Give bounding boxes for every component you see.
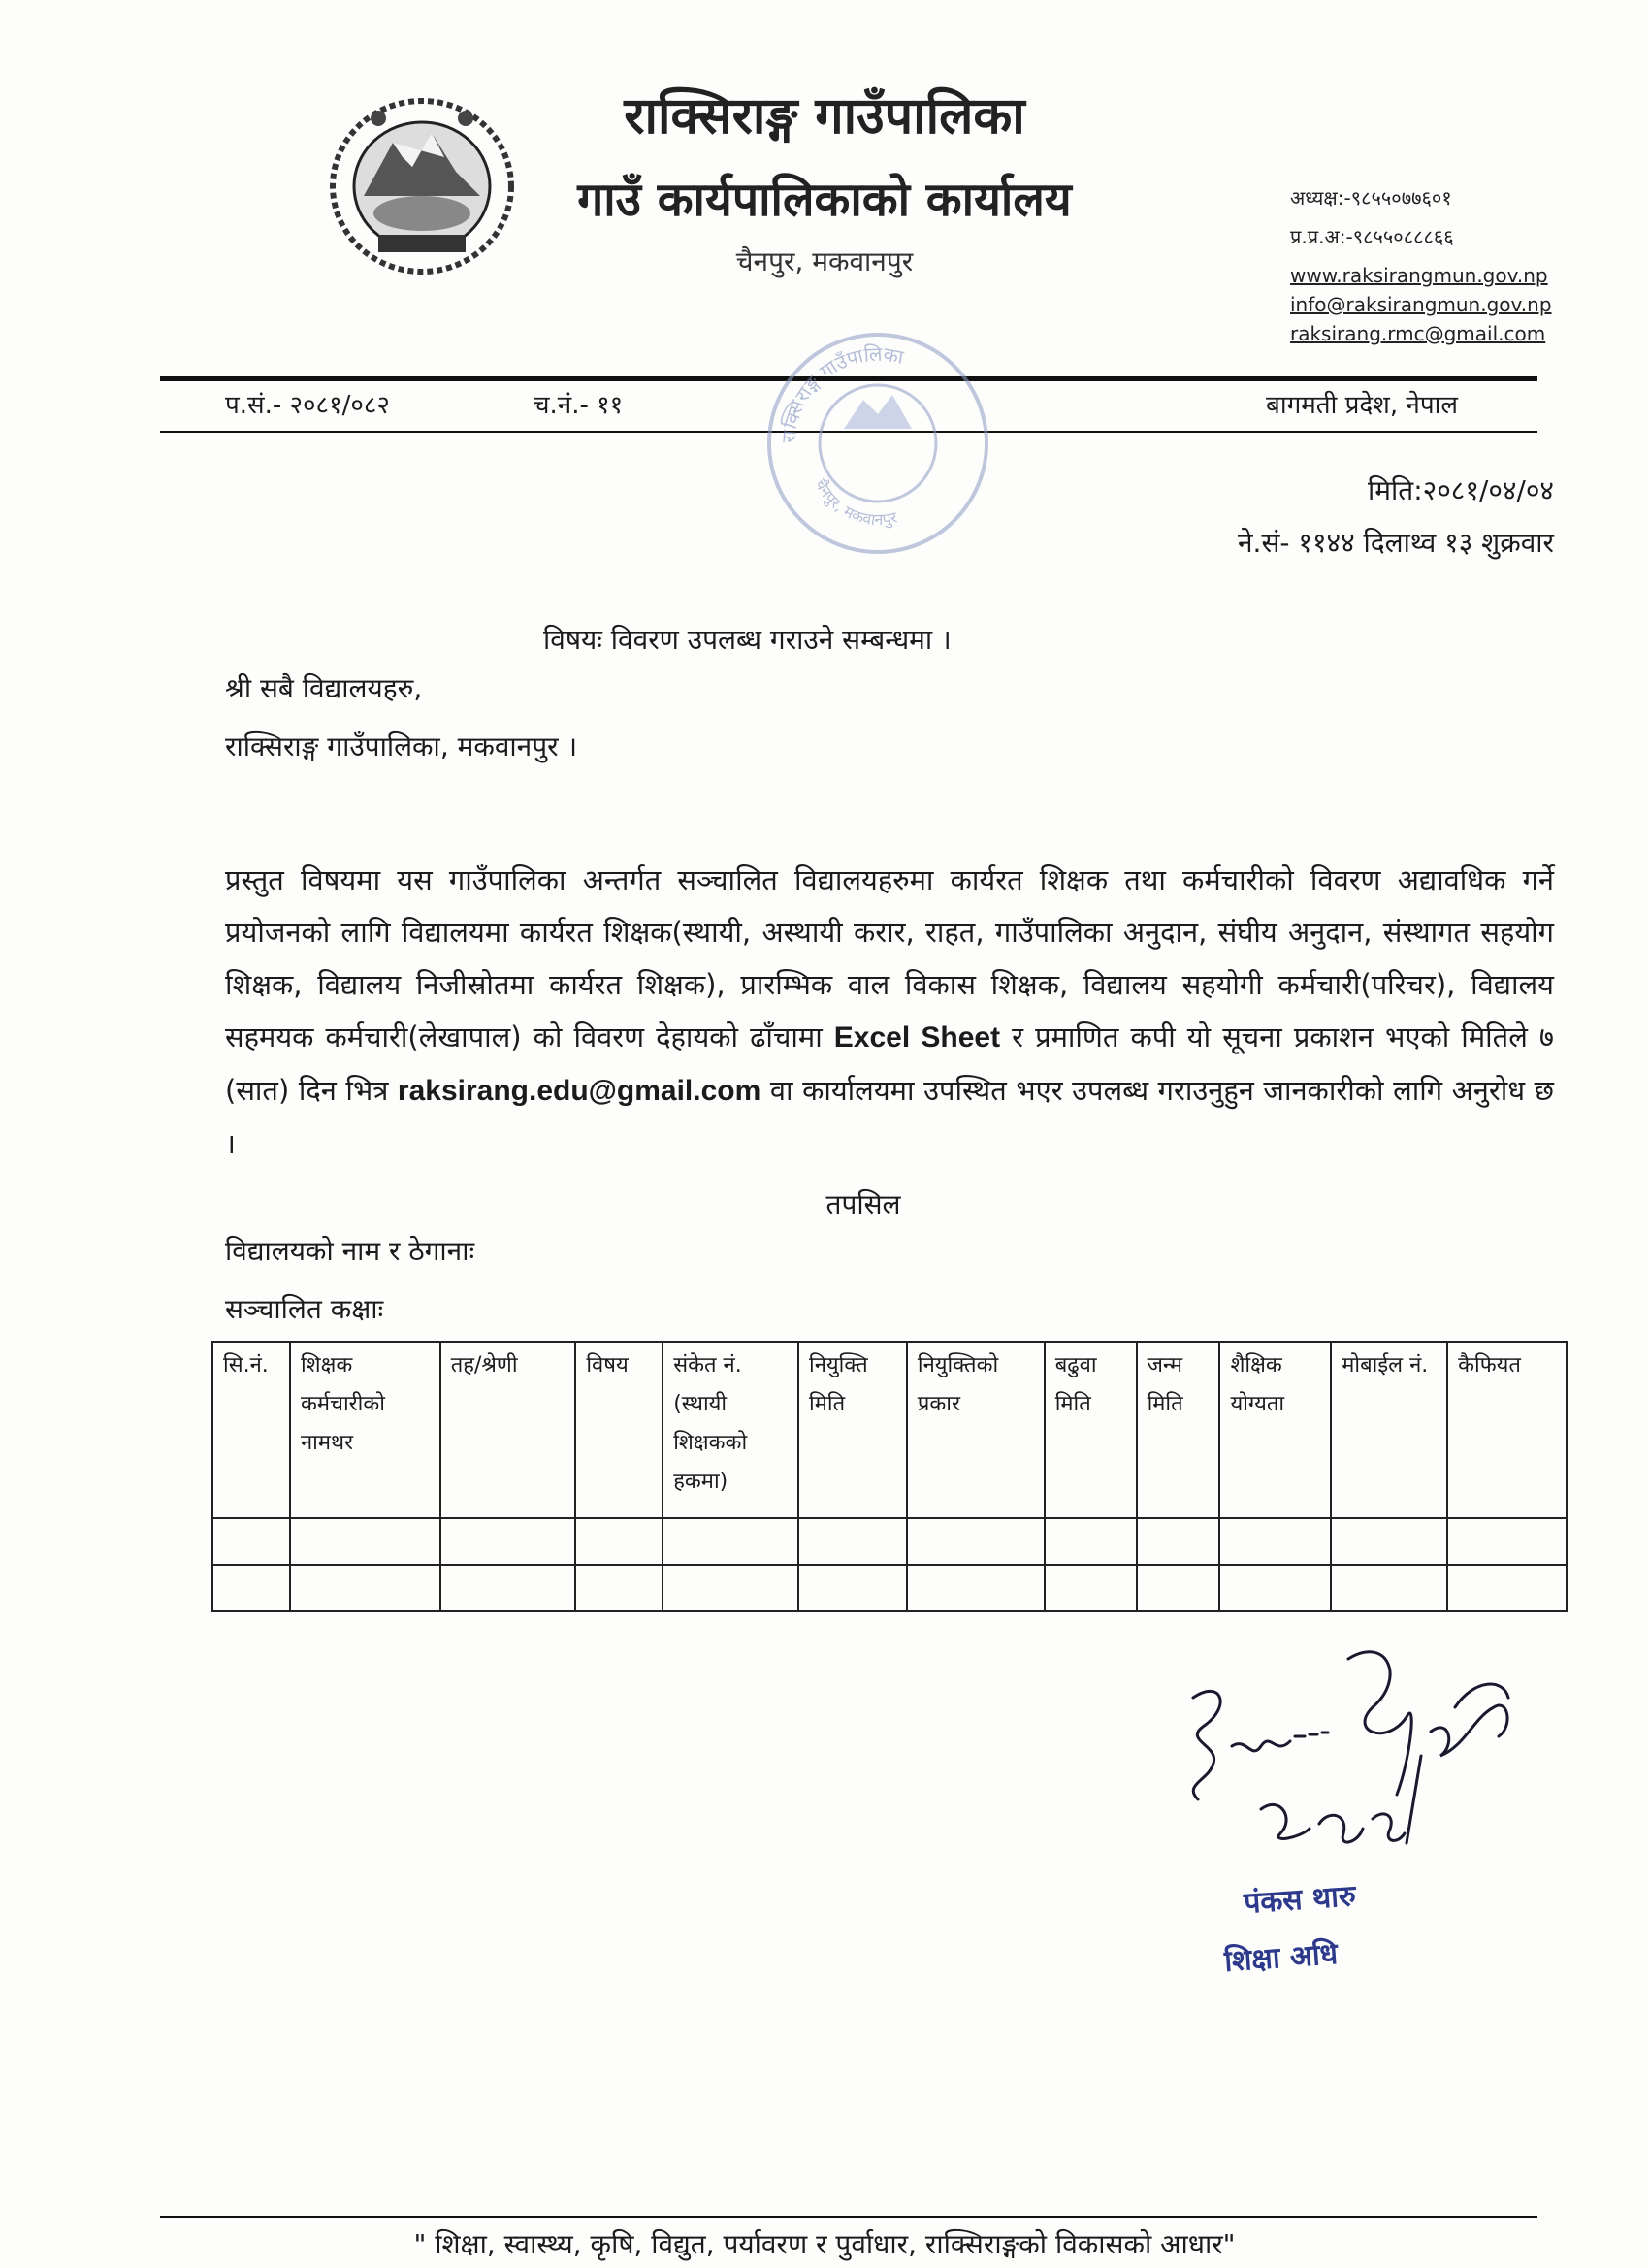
addressee-line-1: श्री सबै विद्यालयहरु, (225, 672, 423, 704)
header-cell: जन्म मिति (1137, 1342, 1220, 1518)
municipality-title: राक्सिराङ्ग गाउँपालिका (624, 87, 1025, 146)
letter-body (225, 854, 1554, 1170)
header-cell: बढुवा मिति (1045, 1342, 1137, 1518)
table-row (212, 1518, 1567, 1565)
website-link[interactable]: www.raksirangmun.gov.np (1290, 264, 1548, 287)
header-cell: तह/श्रेणी (440, 1342, 576, 1518)
school-name-field: विद्यालयको नाम र ठेगानाः (225, 1235, 475, 1267)
addressee-line-2: राक्सिराङ्ग गाउँपालिका, मकवानपुर । (225, 730, 578, 762)
detail-table (211, 1341, 1568, 1612)
office-title: गाउँ कार्यपालिकाको कार्यालय (577, 173, 1072, 227)
header-cell: मोबाईल नं. (1331, 1342, 1447, 1518)
info-email-link[interactable]: info@raksirangmun.gov.np (1290, 293, 1552, 316)
officer-title-stamp: शिक्षा अधि (1223, 1936, 1340, 1980)
office-location: चैनपुर, मकवानपुर (735, 245, 914, 277)
seal-ring-text: राक्सिराङ्ग गाउँपालिका (776, 341, 906, 444)
header-cell: नियुक्तिको प्रकार (907, 1342, 1045, 1518)
office-seal-stamp (757, 322, 999, 565)
chairperson-phone: अध्यक्ष:-९८५५०७७६०१ (1290, 186, 1452, 210)
letter-subject: विषयः विवरण उपलब्ध गराउने सम्बन्धमा । (543, 624, 952, 656)
body-part-2: र प्रमाणित कपी यो सूचना प्रकाशन भएको मितिले ७ (सात) दिन भित्र (225, 1021, 1555, 1107)
date-bs: मिति:२०८१/०४/०४ (1368, 474, 1554, 506)
dispatch-number: च.नं.- ११ (534, 391, 624, 420)
header-cell: संकेत नं.(स्थायी शिक्षकको हकमा) (663, 1342, 798, 1518)
body-excel-sheet: Excel Sheet (833, 1021, 1001, 1053)
cao-phone: प्र.प्र.अ:-९८५५०८८८६६ (1290, 225, 1454, 248)
handwritten-signature (1164, 1639, 1533, 1872)
body-email: raksirang.edu@gmail.com (397, 1075, 761, 1107)
nepal-emblem-logo (320, 89, 524, 283)
letter-number: प.सं.- २०८१/०८२ (225, 391, 390, 420)
rmc-email-link[interactable]: raksirang.rmc@gmail.com (1290, 322, 1546, 345)
body-part-1: प्रस्तुत विषयमा यस गाउँपालिका अन्तर्गत सञ्चालित विद्यालयहरुमा कार्यरत शिक्षक तथा कर्मचारीको विवरण अद्यावधिक गर्ने प्रयोजनको लागि विद्यालयमा कार्यरत शिक्षक(स्थायी, अस्थायी करार, राहत, गाउँपालिका अनुदान, संघीय अनुदान, संस्थागत सहयोग शिक्षक, विद्यालय निजीस्रोतमा कार्यरत शिक्षक), प्रारम्भिक वाल विकास शिक्षक, विद्यालय सहयोगी कर्मचारी(परिचर), विद्यालय सहमयक कर्मचारी(लेखापाल) को विवरण देहायको ढाँचामा (225, 863, 1554, 1053)
header-cell: शैक्षिक योग्यता (1219, 1342, 1331, 1518)
table-row (212, 1565, 1567, 1611)
svg-text:चैनपुर, मकवानपुर (811, 475, 899, 529)
header-cell: सि.नं. (212, 1342, 290, 1518)
header-cell: नियुक्ति मिति (798, 1342, 907, 1518)
header-cell: कैफियत (1447, 1342, 1567, 1518)
date-nepal-sambat: ने.सं- ११४४ दिलाथ्व १३ शुक्रवार (1238, 527, 1554, 559)
seal-ring-location: चैनपुर, मकवानपुर (811, 475, 899, 530)
table-header-row (212, 1342, 1567, 1518)
body-part-3: वा कार्यालयमा उपस्थित भएर उपलब्ध गराउनुहुन जानकारीको लागि अनुरोध छ । (225, 1074, 1555, 1160)
tapasil-heading: तपसिल (825, 1188, 901, 1220)
classes-field: सञ्चालित कक्षाः (225, 1293, 384, 1325)
officer-name-stamp: पंकस थारु (1243, 1879, 1357, 1921)
province-label: बागमती प्रदेश, नेपाल (1266, 391, 1458, 420)
header-cell: शिक्षक कर्मचारीको नामथर (290, 1342, 440, 1518)
header-cell: विषय (575, 1342, 663, 1518)
footer-slogan: " शिक्षा, स्वास्थ्य, कृषि, विद्युत, पर्यावरण र पुर्वाधार, राक्सिराङ्गको विकासको आधार" (413, 2228, 1236, 2260)
footer-rule (160, 2216, 1537, 2218)
